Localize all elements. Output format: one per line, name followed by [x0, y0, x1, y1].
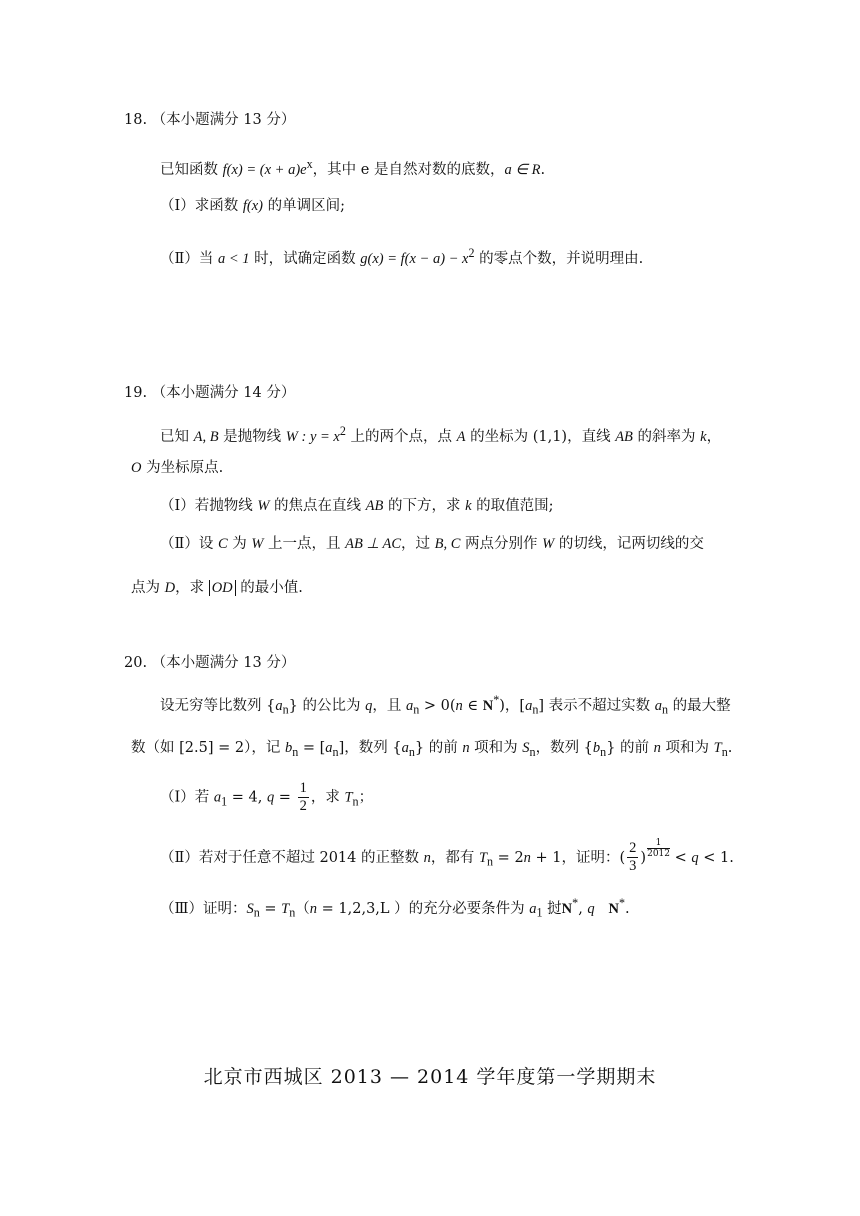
question-19-part-1: （Ⅰ）若抛物线 W 的焦点在直线 AB 的下方，求 k 的取值范围;: [160, 498, 554, 514]
question-20-stem: 设无穷等比数列 $\{a_n\}$ 的公比为 q，且 $a_n > 0(n$ ∈ N*)，$[a_n]$ 表示不超过实数 $a_n$ 的最大整: [160, 693, 731, 717]
question-19-stem-cont: O 为坐标原点.: [131, 460, 224, 476]
question-19-stem: 已知 A, B 是抛物线 W : $y = x^2$ 上的两个点，点 A 的坐标为 (1,1)，直线 AB 的斜率为 k，: [160, 424, 722, 445]
question-20-part-1: （Ⅰ）若 $a_1 = 4$, q = $\frac{1}{2}$ ，求 $T_n$；: [160, 780, 374, 814]
question-20-part-3: （Ⅲ）证明：$S_n = T_n(n = 1,2,3,L$ ）的充分必要条件为 $a_1$ 挝N*, q N*.: [160, 896, 630, 920]
fraction-two-thirds: $\frac{2}{3}$: [629, 840, 637, 875]
question-20-part-2: （Ⅱ）若对于任意不超过 2014 的正整数 n，都有 $T_n = 2n + 1$，证明：( $\frac{2}{3}$ ) $\frac{1}{2012}$ < q < 1.: [160, 838, 734, 875]
question-18-stem: 已知函数 $f(x) = (x + a)e^x$，其中 e 是自然对数的底数，a ∈ R.: [160, 157, 546, 178]
question-19-part-2: （Ⅱ）设 C 为 W 上一点，且 AB ⊥ AC，过 B, C 两点分别作 W 的切线，记两切线的交: [160, 536, 704, 552]
question-18-heading: 18. （本小题满分 13 分）: [124, 112, 296, 128]
question-19-part-2-cont: 点为 D，求 OD 的最小值.: [131, 580, 303, 596]
fraction-one-half: $\frac{1}{2}$: [299, 780, 307, 814]
exponent-fraction: $\frac{1}{2012}$: [647, 838, 670, 859]
question-19-heading: 19. （本小题满分 14 分）: [124, 385, 296, 401]
page-footer-title: 北京市西城区 2013 — 2014 学年度第一学期期末: [203, 1066, 657, 1088]
question-18-part-2: （Ⅱ）当 a < 1 时，试确定函数 $g(x) = f(x - a) - x^2$ 的零点个数，并说明理由.: [160, 246, 644, 267]
question-18-part-1: （Ⅰ）求函数 f(x) 的单调区间;: [160, 198, 345, 214]
question-20-stem-cont: 数（如 [2.5] = 2），记 $b_n = [a_n]$，数列 $\{a_n\}$ 的前 n 项和为 $S_n$，数列 $\{b_n\}$ 的前 n 项和为 $T_n$.: [131, 740, 733, 759]
question-20-heading: 20. （本小题满分 13 分）: [124, 655, 296, 671]
